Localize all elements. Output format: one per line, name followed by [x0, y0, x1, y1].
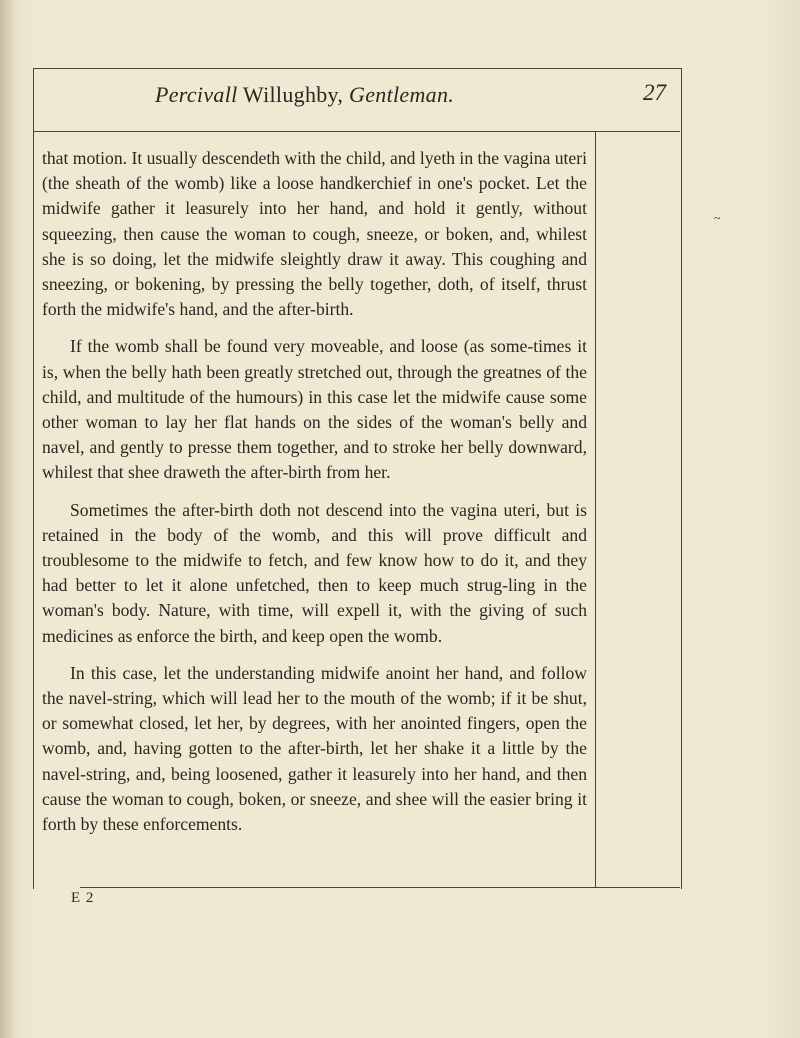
paragraph: In this case, let the understanding midwife anoint her hand, and follow the navel-string, which will lead her to the mouth of the womb; if it be shut, or somewhat closed, let her, by degrees, with her anointed fingers, open the womb, and, having gotten to the after-birth, let her shake it a little by the navel-string, and, being loosened, gather it leasurely into her hand, and then cause the woman to cough, boken, or sneeze, and shee will the easier bring it forth by these enforcements. — [42, 662, 587, 835]
footer-rule — [80, 887, 680, 888]
paragraph: that motion. It usually descendeth with the child, and lyeth in the vagina uteri (the sheath of the womb) like a loose handkerchief in one's pocket. Let the midwife gather it leasurely into her hand, and hold it gently, without squeezing, then cause the woman to cough, sneeze, or boken, and, whilest she is so doing, let the midwife sleightly draw it away. This coughing and sneezing, or bokening, by pressing the belly together, doth, of itself, thrust forth the midwife's hand, and the after-birth. — [42, 148, 587, 320]
body-text — [42, 146, 587, 837]
running-head-author: Percivall — [155, 82, 238, 107]
running-head-title: Gentleman. — [349, 82, 455, 107]
column-rule — [595, 131, 596, 888]
page-gutter-shadow — [0, 0, 18, 1038]
paragraph: Sometimes the after-birth doth not descend into the vagina uteri, but is retained in the body of the womb, and this will prove difficult and troublesome to the midwife to fetch, and few know how to do it, and they had better to let it alone unfetched, then to keep much strug-ling in the woman's body. Nature, with time, will expell it, with the giving of such medicines as enforce the birth, and keep open the womb. — [42, 499, 587, 646]
running-head-name: Willughby, — [242, 82, 344, 107]
page-number: 27 — [643, 80, 666, 105]
signature-mark: E 2 — [71, 890, 95, 906]
running-head — [155, 82, 595, 108]
header-rule — [33, 131, 680, 132]
margin-mark: ~ — [714, 211, 721, 225]
paragraph: If the womb shall be found very moveable, and loose (as some-times it is, when the belly hath been greatly stretched out, through the greatnes of the child, and multitude of the humours) in this case let the midwife cause some other woman to lay her flat hands on the sides of the woman's belly and navel, and gently to presse them together, and to stroke her belly downward, whilest that shee draweth the after-birth from her. — [42, 336, 587, 483]
